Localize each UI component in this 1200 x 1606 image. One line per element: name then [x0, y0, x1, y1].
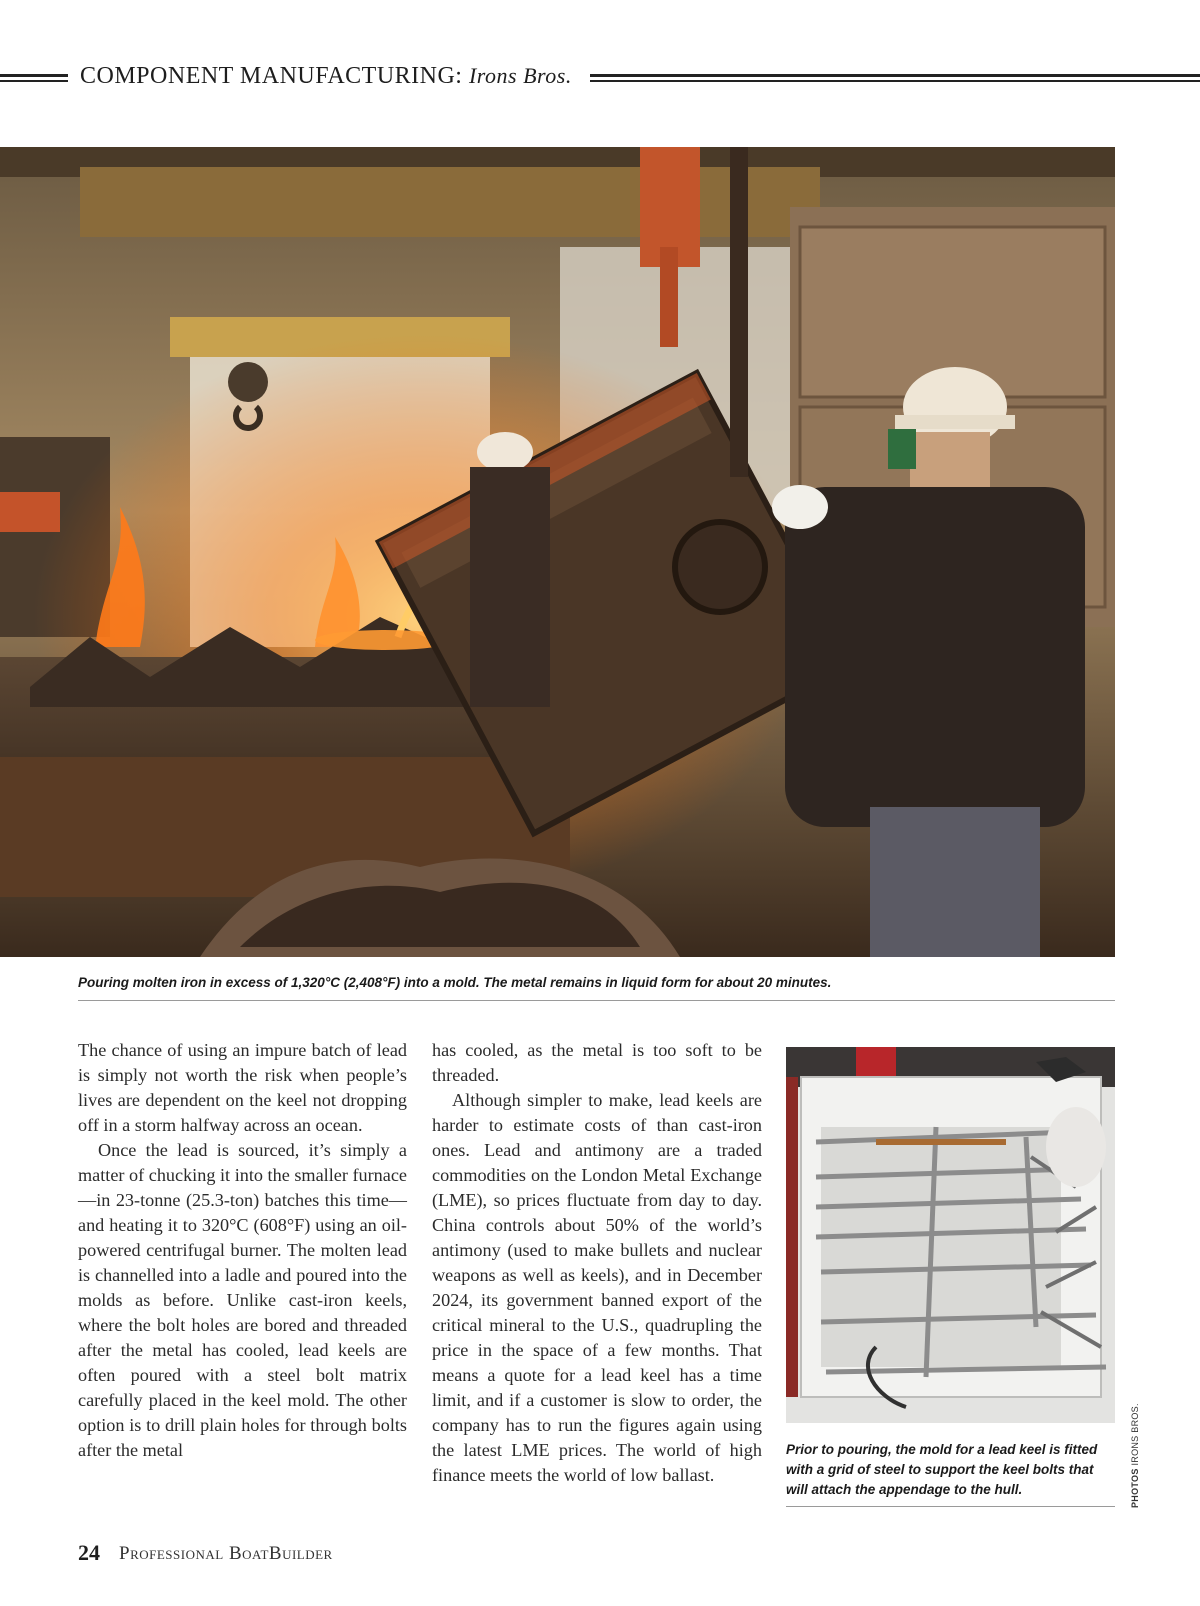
header-rule-left	[0, 74, 68, 82]
header-rule-right	[590, 74, 1200, 82]
caption-divider	[78, 1000, 1115, 1001]
article-column-2	[432, 1038, 762, 1488]
side-caption-divider	[786, 1506, 1115, 1507]
header-subject: Irons Bros.	[468, 63, 572, 88]
paragraph: The chance of using an impure batch of lead is simply not worth the risk when people’s lives are dependent on the keel not dropping off in a storm halfway across an ocean.	[78, 1040, 407, 1135]
paragraph: Although simpler to make, lead keels are harder to estimate costs of than cast-iron ones. Lead and antimony are a traded commodities on the London Metal Exchange (LME), so prices fluctuate from day to day. China controls about 50% of the world’s antimony (used to make bullets and nuclear weapons as well as keels), and in December 2024, its government banned export of the critical mineral to the U.S., quadrupling the price in the space of a few months. That means a quote for a lead keel has a time limit, and if a customer is slow to order, the company has to run the figures again using the latest LME prices. The world of high finance meets the world of low ballast.	[432, 1090, 762, 1485]
main-photo-foundry-pour	[0, 147, 1115, 957]
publication-name: Professional BoatBuilder	[119, 1543, 333, 1564]
side-photo-keel-mold-grid	[786, 1047, 1115, 1423]
paragraph: has cooled, as the metal is too soft to be threaded.	[432, 1040, 762, 1085]
side-photo-caption: Prior to pouring, the mold for a lead keel is fitted with a grid of steel to support the keel bolts that will attach the appendage to the hull.	[786, 1442, 1098, 1497]
running-header	[80, 63, 572, 90]
photo-credit	[1130, 1403, 1140, 1508]
article-column-1	[78, 1038, 407, 1463]
photo-credit-label: PHOTOS	[1130, 1468, 1140, 1508]
paragraph: Once the lead is sourced, it’s simply a matter of chucking it into the smaller furnace—in 23-tonne (25.3-ton) batches this time—and heating it to 320°C (608°F) using an oil-powered centrifugal burner. The molten lead is channelled into a ladle and poured into the molds as before. Unlike cast-iron keels, where the bolt holes are bored and threaded after the metal has cooled, lead keels are often poured with a steel bolt matrix carefully placed in the keel mold. The other option is to drill plain holes for through bolts after the metal	[78, 1140, 407, 1460]
main-photo-caption: Pouring molten iron in excess of 1,320°C (2,408°F) into a mold. The metal remains in liquid form for about 20 minutes.	[78, 975, 832, 990]
header-section: COMPONENT MANUFACTURING:	[80, 63, 463, 89]
photo-credit-name: IRONS BROS.	[1130, 1403, 1140, 1466]
page-number: 24	[78, 1540, 100, 1565]
